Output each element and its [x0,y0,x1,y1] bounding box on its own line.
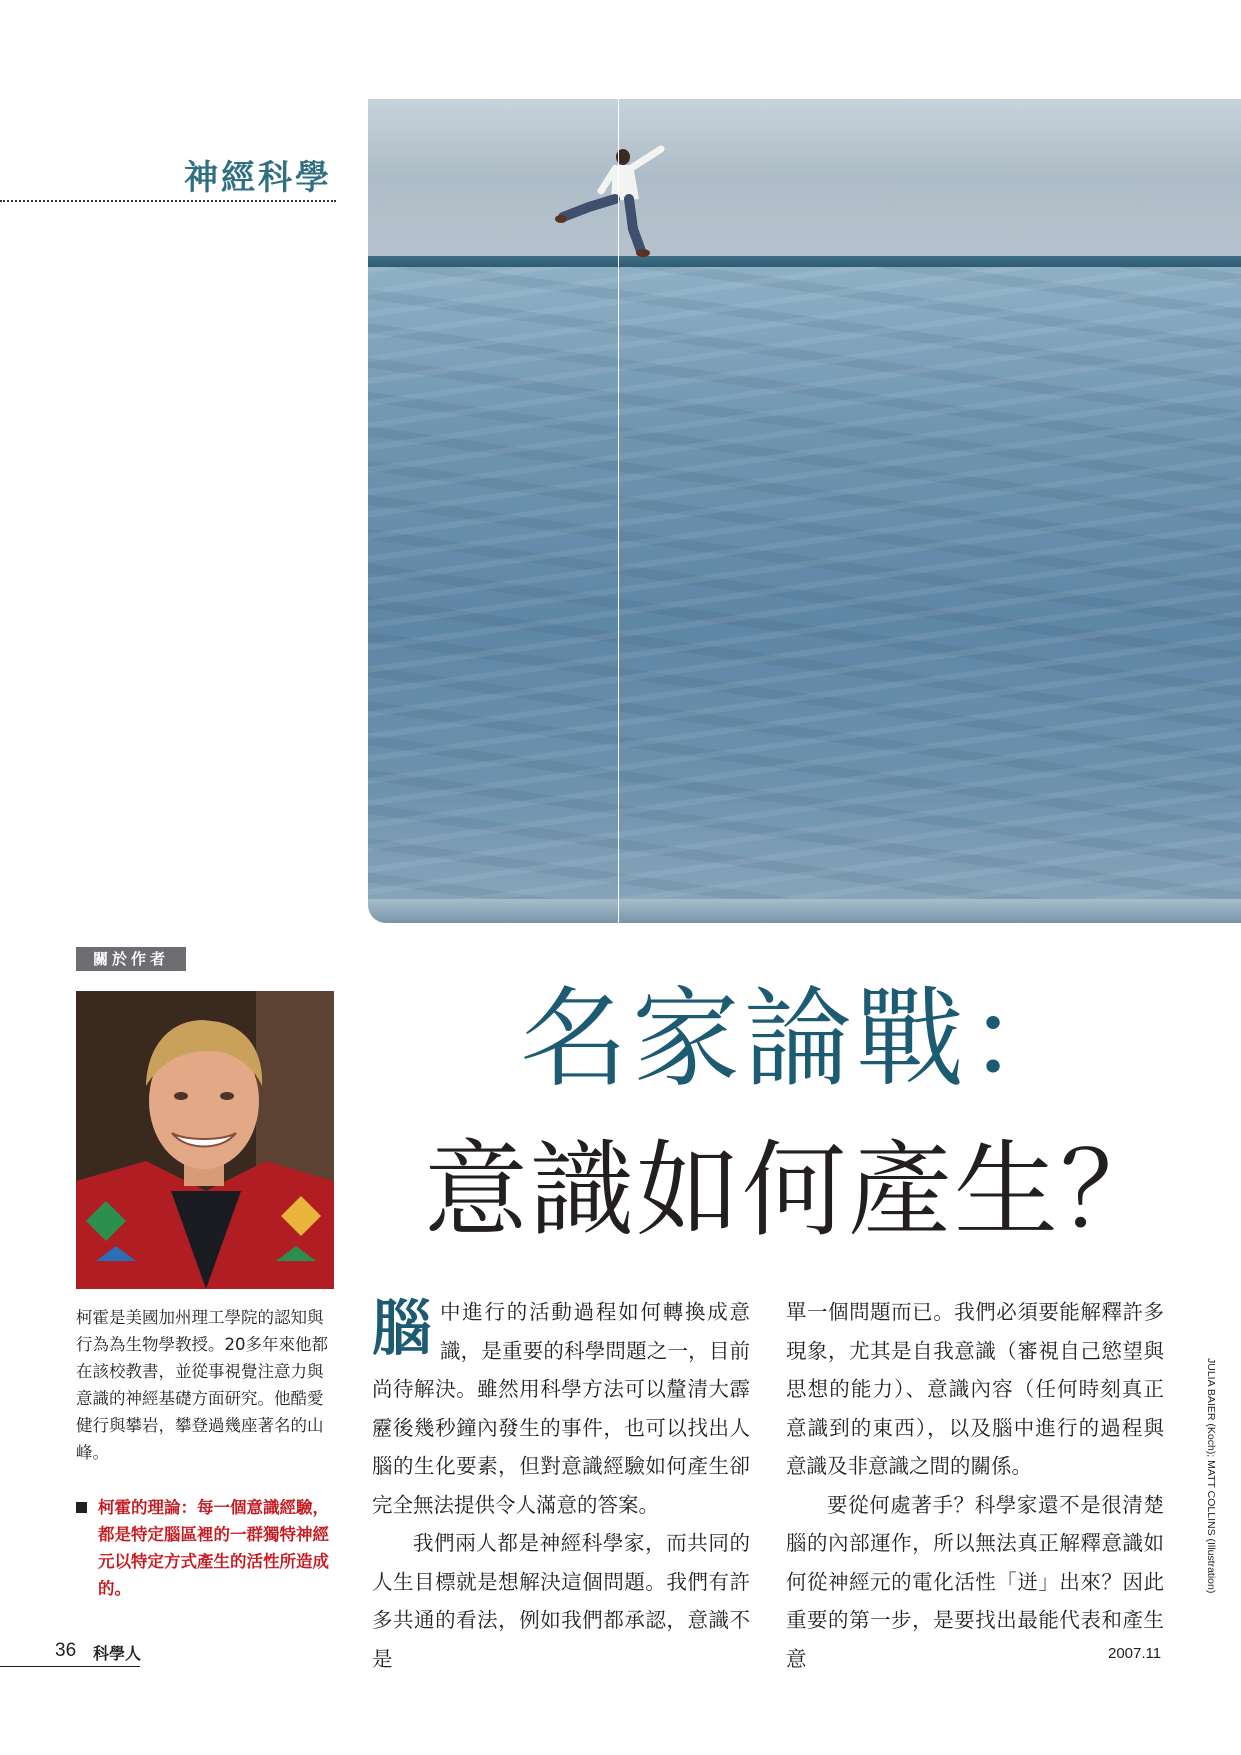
body-paragraph-text: 中進行的活動過程如何轉換成意識，是重要的科學問題之一，目前尚待解決。雖然用科學方法可以釐清大霹靂後幾秒鐘內發生的事件，也可以找出人腦的生化要素，但對意識經驗如何產生卻完全無法提供令人滿意的答案。 [372,1300,750,1517]
author-bio [76,1304,338,1466]
dotted-divider [0,200,336,202]
page-fold-line [618,99,619,954]
cover-illustration [368,99,1241,942]
body-paragraph: 單一個問題而已。我們必須要能解釋許多現象，尤其是自我意識（審視自己慾望與思想的能力）、意識內容（任何時刻真正意識到的東西），以及腦中進行的過程與意識及非意識之間的關係。 [786,1300,1164,1478]
author-bio-text: 柯霍是美國加州理工學院的認知與行為為生物學教授。20多年來他都在該校教書，並從事視覺注意力與意識的神經基礎方面研究。他酷愛健行與攀岩，攀登過幾座著名的山峰。 [76,1308,328,1462]
illustration-sea [368,267,1241,917]
section-title: 神經科學 [184,158,332,198]
headline-line-2: 意識如何產生？ [423,1129,1166,1251]
body-column-2 [786,1293,1164,1678]
about-author-label: 關於作者 [76,947,186,971]
page-number: 36 [55,1640,77,1661]
leaping-scientist-figure [553,139,673,259]
magazine-name: 科學人 [93,1644,142,1663]
body-paragraph: 要從何處著手？科學家還不是很清楚腦的內部運作，所以無法真正解釋意識如何從神經元的電化活性「迸」出來？因此重要的第一步，是要找出最能代表和產生意 [786,1492,1164,1671]
author-portrait [76,991,334,1289]
body-paragraph [372,1293,750,1524]
body-paragraph: 我們兩人都是神經科學家，而共同的人生目標就是想解決這個問題。我們有許多共通的看法，例如我們都承認，意識不是 [372,1531,750,1671]
footer-rule [0,1666,140,1667]
illustration-sky [368,99,1241,269]
square-bullet-icon [76,1502,87,1513]
drop-cap: 腦 [372,1294,432,1364]
author-photo [76,991,334,1289]
illustration-edge [368,899,1241,923]
author-theory-text: 柯霍的理論：每一個意識經驗，都是特定腦區裡的一群獨特神經元以特定方式產生的活性所造成的。 [98,1498,329,1598]
body-column-1 [372,1293,750,1678]
headline-line-1: 名家論戰： [519,977,1080,1102]
author-theory [76,1494,338,1602]
photo-credit: JULIA BAIER (Koch); MATT COLLINS (Illustration) [1205,1358,1217,1594]
issue-date: 2007.11 [1108,1645,1162,1662]
